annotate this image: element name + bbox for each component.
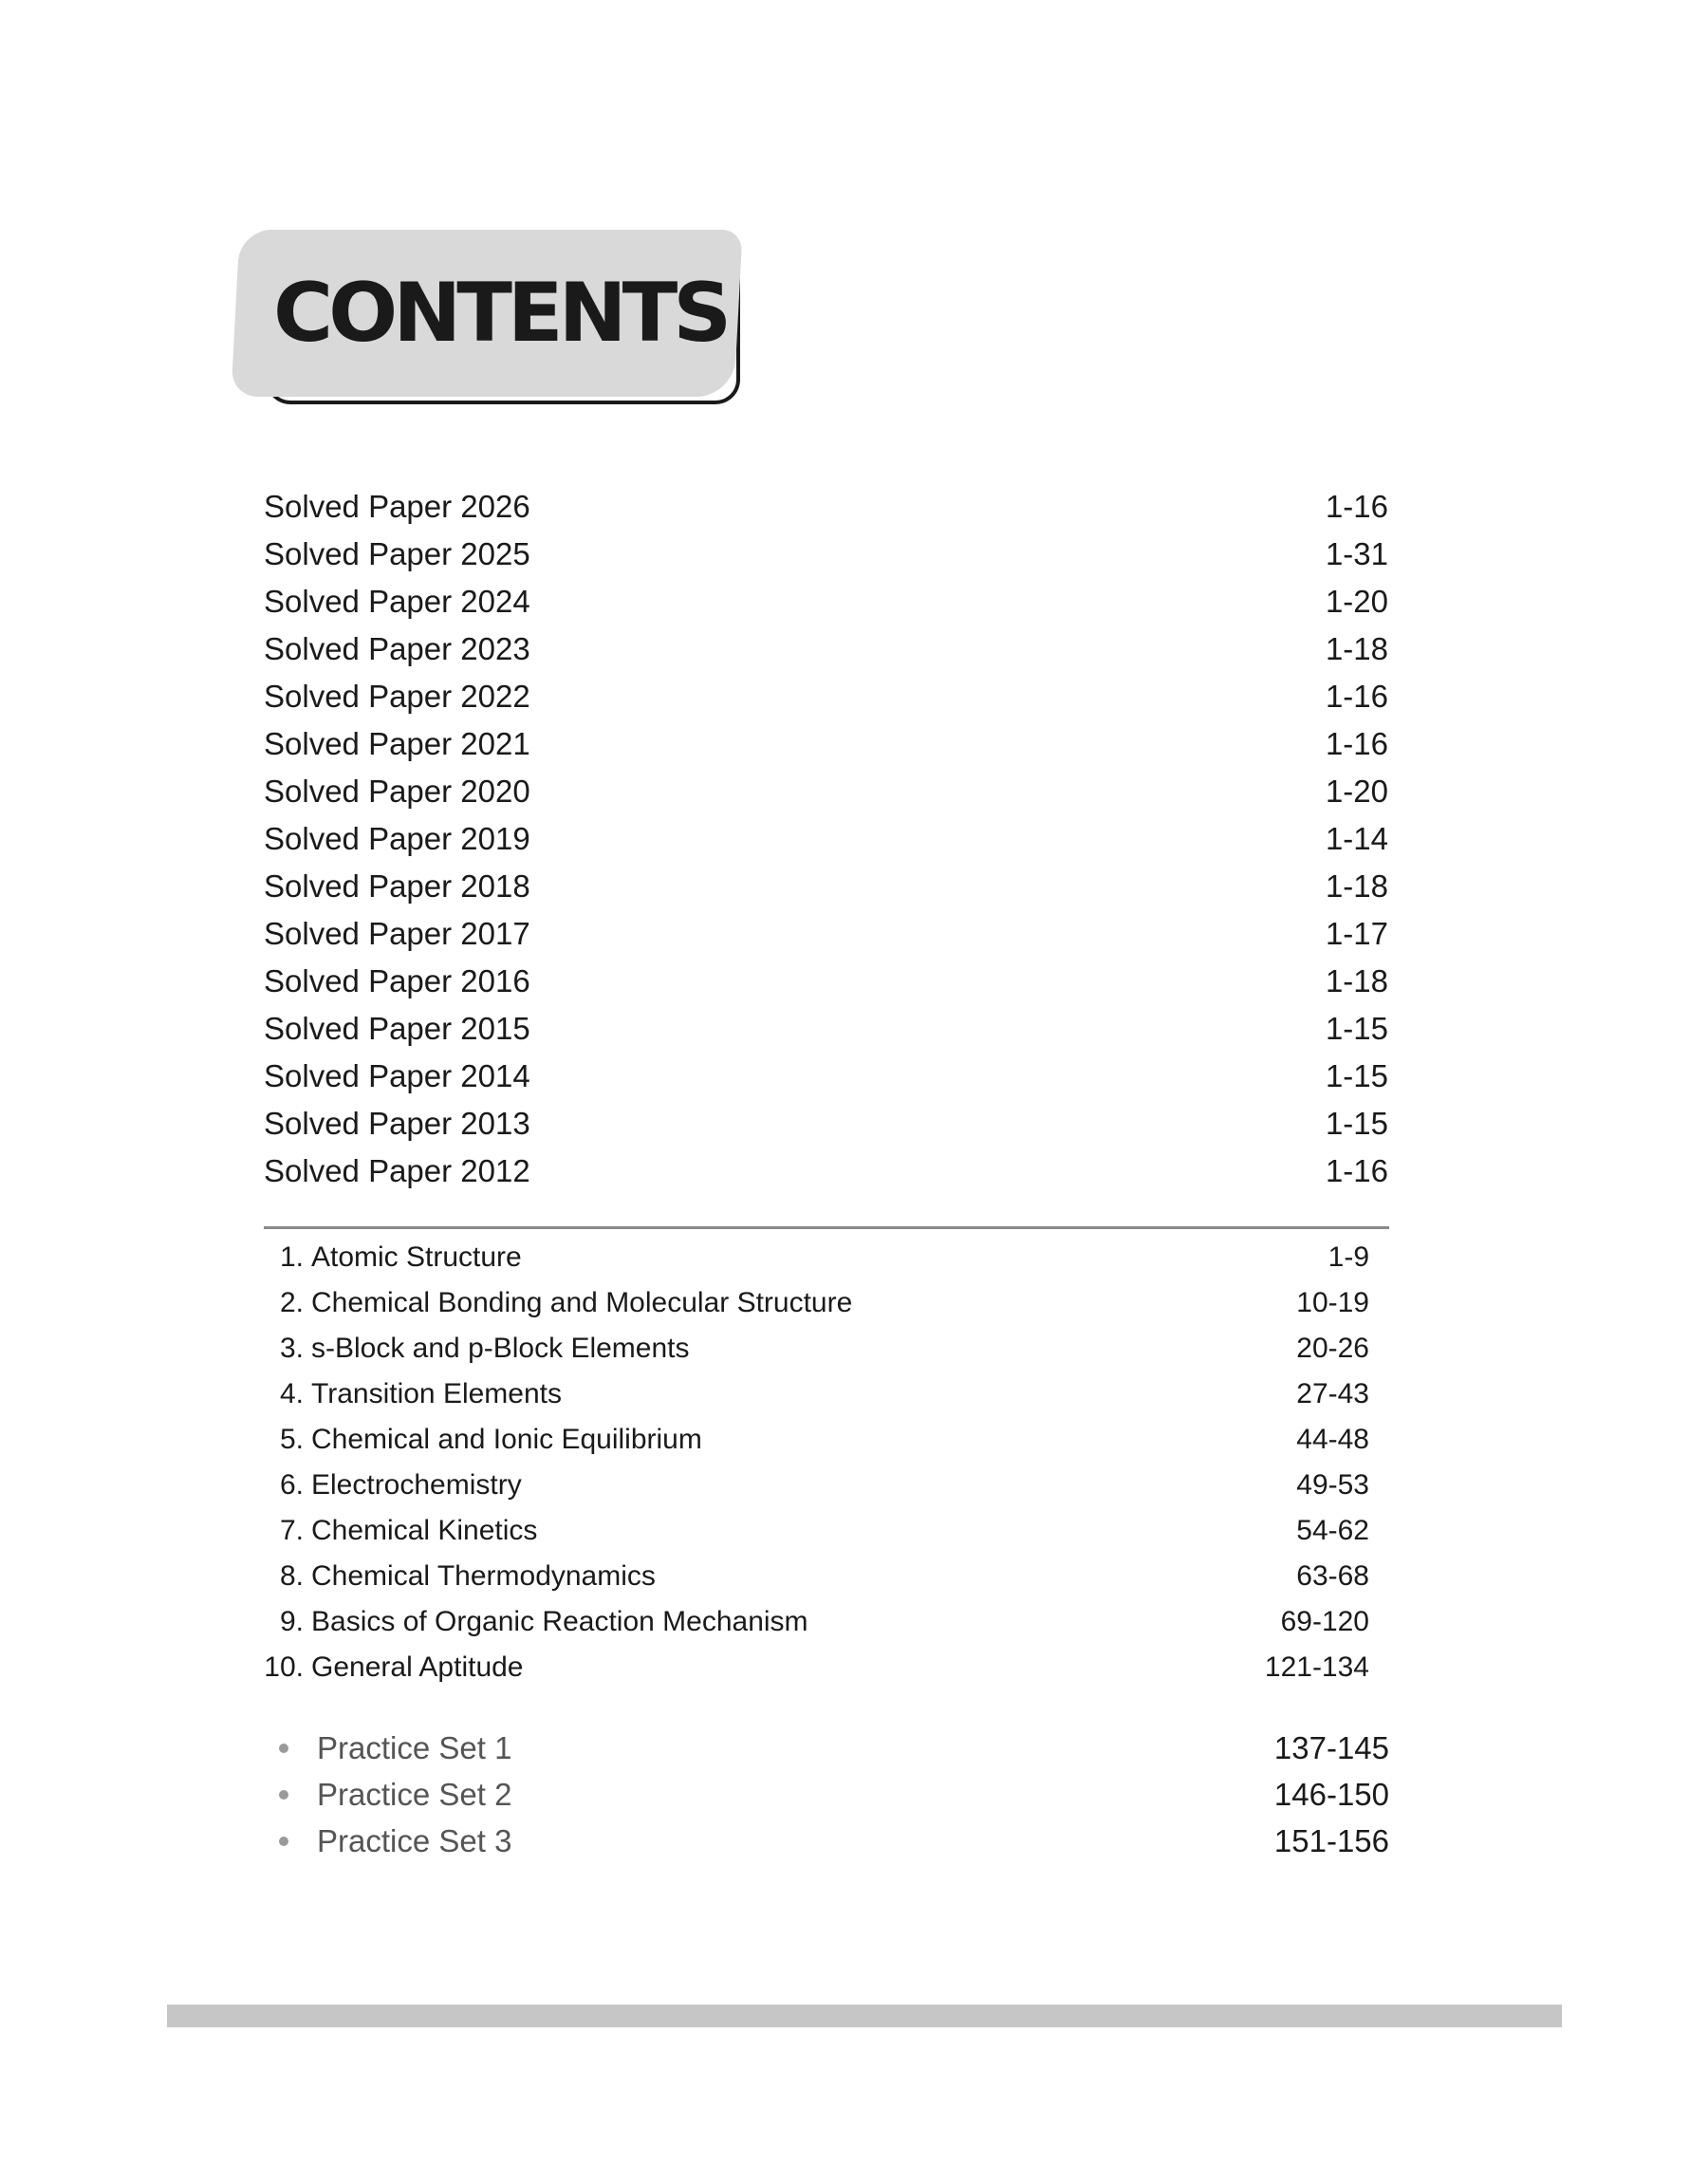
chapter-entry <box>256 1378 562 1410</box>
solved-paper-label: Solved Paper 2013 <box>264 1106 530 1141</box>
practice-set-pages: 146-150 <box>1273 1777 1389 1812</box>
chapter-row[interactable] <box>256 1560 1369 1593</box>
solved-paper-label: Solved Paper 2021 <box>264 726 530 761</box>
solved-paper-row[interactable] <box>264 1058 1388 1094</box>
chapter-number: 4. <box>279 1378 304 1409</box>
practice-set-label: Practice Set 3 <box>317 1823 512 1858</box>
chapter-entry <box>256 1469 522 1502</box>
solved-paper-label: Solved Paper 2016 <box>264 963 530 998</box>
chapter-entry <box>256 1424 702 1456</box>
chapter-number: 1. <box>279 1241 304 1273</box>
chapter-row[interactable] <box>256 1378 1369 1410</box>
solved-paper-label: Solved Paper 2019 <box>264 821 530 856</box>
solved-paper-row[interactable] <box>264 1106 1388 1142</box>
chapter-entry <box>256 1560 656 1593</box>
bullet-icon <box>279 1744 288 1753</box>
solved-paper-row[interactable] <box>264 868 1388 905</box>
solved-paper-label: Solved Paper 2014 <box>264 1058 530 1093</box>
solved-paper-pages: 1-16 <box>1325 489 1388 524</box>
solved-paper-pages: 1-18 <box>1325 631 1388 666</box>
solved-paper-label: Solved Paper 2023 <box>264 631 530 666</box>
chapter-title: Chemical Thermodynamics <box>311 1560 656 1592</box>
practice-set-label: Practice Set 1 <box>317 1730 512 1765</box>
practice-set-entry <box>260 1730 511 1766</box>
page-title: CONTENTS <box>273 266 728 361</box>
chapter-pages: 44-48 <box>1296 1424 1369 1455</box>
chapter-title: Chemical and Ionic Equilibrium <box>311 1424 702 1455</box>
chapter-title: Chemical Bonding and Molecular Structure <box>311 1287 853 1318</box>
chapter-title: s-Block and p-Block Elements <box>311 1333 690 1364</box>
chapter-entry <box>256 1515 537 1547</box>
practice-set-entry <box>260 1777 511 1813</box>
solved-paper-row[interactable] <box>264 631 1388 667</box>
practice-set-pages: 151-156 <box>1273 1823 1389 1858</box>
solved-paper-pages: 1-18 <box>1325 868 1388 904</box>
chapter-entry <box>256 1241 522 1274</box>
solved-paper-pages: 1-15 <box>1325 1058 1388 1093</box>
chapter-pages: 10-19 <box>1296 1287 1369 1318</box>
solved-paper-row[interactable] <box>264 1011 1388 1047</box>
chapter-row[interactable] <box>256 1424 1369 1456</box>
chapter-title: Basics of Organic Reaction Mechanism <box>311 1606 808 1637</box>
solved-paper-row[interactable] <box>264 916 1388 952</box>
practice-set-entry <box>260 1823 511 1859</box>
chapter-number: 2. <box>279 1287 304 1318</box>
solved-paper-pages: 1-31 <box>1325 536 1388 571</box>
chapter-row[interactable] <box>256 1287 1369 1319</box>
chapter-title: Chemical Kinetics <box>311 1515 538 1546</box>
chapter-row[interactable] <box>256 1606 1369 1638</box>
solved-paper-pages: 1-14 <box>1325 821 1388 856</box>
footer-bar <box>167 2005 1562 2027</box>
practice-set-row[interactable] <box>260 1823 1389 1859</box>
chapter-title: Electrochemistry <box>311 1469 522 1501</box>
solved-paper-pages: 1-16 <box>1325 679 1388 714</box>
chapter-entry <box>256 1651 524 1684</box>
solved-paper-pages: 1-15 <box>1325 1106 1388 1141</box>
solved-paper-row[interactable] <box>264 679 1388 715</box>
chapter-entry <box>256 1606 808 1638</box>
chapter-title: General Aptitude <box>311 1651 524 1683</box>
practice-set-pages: 137-145 <box>1273 1730 1389 1765</box>
bullet-icon <box>279 1790 288 1800</box>
contents-heading-badge <box>235 230 767 420</box>
solved-paper-label: Solved Paper 2018 <box>264 868 530 904</box>
solved-paper-row[interactable] <box>264 821 1388 857</box>
solved-paper-label: Solved Paper 2026 <box>264 489 530 524</box>
chapter-pages: 63-68 <box>1296 1560 1369 1592</box>
solved-paper-label: Solved Paper 2020 <box>264 774 530 809</box>
chapter-title: Atomic Structure <box>311 1241 522 1273</box>
solved-paper-pages: 1-16 <box>1325 726 1388 761</box>
solved-paper-label: Solved Paper 2024 <box>264 584 530 619</box>
chapter-number: 6. <box>279 1469 304 1501</box>
chapter-number: 10. <box>264 1651 304 1683</box>
chapter-row[interactable] <box>256 1241 1369 1274</box>
solved-paper-label: Solved Paper 2017 <box>264 916 530 951</box>
solved-paper-label: Solved Paper 2025 <box>264 536 530 571</box>
practice-set-label: Practice Set 2 <box>317 1777 512 1812</box>
solved-paper-row[interactable] <box>264 774 1388 810</box>
solved-paper-row[interactable] <box>264 536 1388 572</box>
solved-paper-row[interactable] <box>264 963 1388 999</box>
solved-paper-label: Solved Paper 2022 <box>264 679 530 714</box>
solved-paper-pages: 1-15 <box>1325 1011 1388 1046</box>
chapter-pages: 54-62 <box>1296 1515 1369 1546</box>
chapter-entry <box>256 1287 852 1319</box>
chapter-number: 3. <box>279 1333 304 1364</box>
chapter-title: Transition Elements <box>311 1378 562 1409</box>
solved-paper-pages: 1-17 <box>1325 916 1388 951</box>
chapter-number: 5. <box>279 1424 304 1455</box>
chapter-pages: 20-26 <box>1296 1333 1369 1364</box>
chapter-pages: 69-120 <box>1280 1606 1369 1637</box>
chapter-row[interactable] <box>256 1469 1369 1502</box>
chapter-number: 7. <box>279 1515 304 1546</box>
practice-set-row[interactable] <box>260 1730 1389 1766</box>
chapter-number: 8. <box>279 1560 304 1592</box>
chapter-pages: 49-53 <box>1296 1469 1369 1501</box>
solved-paper-pages: 1-20 <box>1325 584 1388 619</box>
section-divider <box>264 1226 1389 1229</box>
chapter-pages: 121-134 <box>1264 1651 1369 1683</box>
chapter-pages: 27-43 <box>1296 1378 1369 1409</box>
practice-set-row[interactable] <box>260 1777 1389 1813</box>
solved-paper-row[interactable] <box>264 1153 1388 1189</box>
chapter-row[interactable] <box>256 1651 1369 1684</box>
solved-paper-pages: 1-20 <box>1325 774 1388 809</box>
chapter-row[interactable] <box>256 1333 1369 1365</box>
solved-paper-row[interactable] <box>264 489 1388 525</box>
solved-paper-label: Solved Paper 2015 <box>264 1011 530 1046</box>
solved-paper-pages: 1-16 <box>1325 1153 1388 1188</box>
chapter-number: 9. <box>279 1606 304 1637</box>
solved-paper-pages: 1-18 <box>1325 963 1388 998</box>
solved-paper-row[interactable] <box>264 726 1388 762</box>
chapter-entry <box>256 1333 690 1365</box>
solved-paper-label: Solved Paper 2012 <box>264 1153 530 1188</box>
solved-paper-row[interactable] <box>264 584 1388 620</box>
chapter-pages: 1-9 <box>1327 1241 1369 1273</box>
chapter-row[interactable] <box>256 1515 1369 1547</box>
bullet-icon <box>279 1837 288 1846</box>
